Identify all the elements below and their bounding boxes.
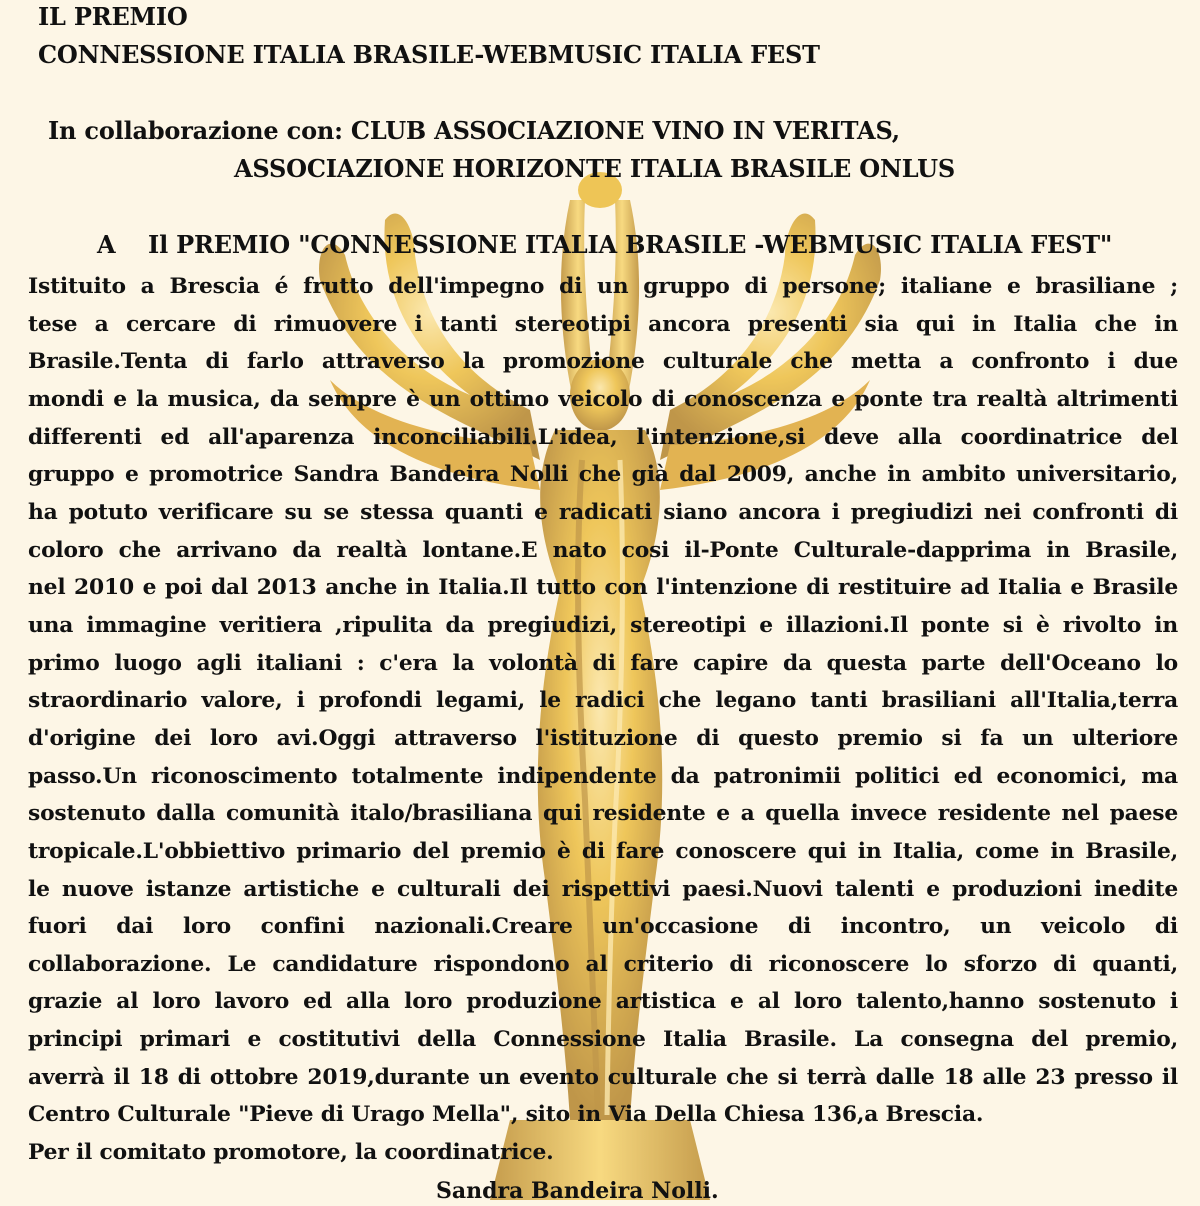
award-subtitle: CONNESSIONE ITALIA BRASILE-WEBMUSIC ITALIA FEST [38,40,820,69]
body-line: coloro che arrivano da realtà lontane.E nato cosi il-Ponte Culturale-dapprima in Brasile, [28,537,1178,563]
body-line: Brasile.Tenta di farlo attraverso la promozione culturale che metta a confronto i due [28,349,1178,375]
body-line: principi primari e costitutivi della Connessione Italia Brasile. La consegna del premio, [28,1027,1178,1053]
body-line: passo.Un riconoscimento totalmente indipendente da patronimii politici ed economici, ma [28,763,1178,789]
body-line: ha potuto verificare su se stessa quanti e radicati siano ancora i pregiudizi nei confronti di [28,499,1178,525]
intro-heading: A Il PREMIO "CONNESSIONE ITALIA BRASILE -WEBMUSIC ITALIA FEST" [97,230,1113,259]
body-line: Centro Culturale "Pieve di Urago Mella", sito in Via Della Chiesa 136,a Brescia. [28,1102,984,1128]
body-line: d'origine dei loro avi.Oggi attraverso l'istituzione di questo premio si fa un ulteriore [28,725,1178,751]
body-line: primo luogo agli italiani : c'era la volontà di fare capire da questa parte dell'Oceano lo [28,650,1178,676]
body-line: tropicale.L'obbiettivo primario del premio è di fare conoscere qui in Italia, come in Brasile, [28,838,1178,864]
body-line: nel 2010 e poi dal 2013 anche in Italia.Il tutto con l'intenzione di restituire ad Italia e Brasile [28,575,1178,601]
closing-line: Per il comitato promotore, la coordinatrice. [28,1140,554,1166]
body-line: differenti ed all'aparenza inconciliabili.L'idea, l'intenzione,si deve alla coordinatrice del [28,424,1178,450]
body-line: mondi e la musica, da sempre è un ottimo veicolo di conoscenza e ponte tra realtà altrimenti [28,386,1178,412]
body-line: fuori dai loro confini nazionali.Creare un'occasione di incontro, un veicolo di [28,914,1178,940]
body-line: gruppo e promotrice Sandra Bandeira Nolli che già dal 2009, anche in ambito universitario, [28,462,1178,488]
award-title: IL PREMIO [38,2,188,31]
body-line: averrà il 18 di ottobre 2019,durante un evento culturale che si terrà dalle 18 alle 23 presso il [28,1064,1178,1090]
body-line: straordinario valore, i profondi legami, le radici che legano tanti brasiliani all'Italia,terra [28,688,1178,714]
collaboration-line-2: ASSOCIAZIONE HORIZONTE ITALIA BRASILE ONLUS [234,154,955,183]
collaboration-line-1: In collaborazione con: CLUB ASSOCIAZIONE VINO IN VERITAS, [48,116,900,145]
signature: Sandra Bandeira Nolli. [436,1178,719,1204]
body-line: le nuove istanze artistiche e culturali dei rispettivi paesi.Nuovi talenti e produzioni inedite [28,876,1178,902]
body-line: sostenuto dalla comunità italo/brasiliana qui residente e a quella invece residente nel paese [28,801,1178,827]
body-line: tese a cercare di rimuovere i tanti stereotipi ancora presenti sia qui in Italia che in [28,311,1178,337]
body-paragraph [28,268,1178,1172]
body-line: grazie al loro lavoro ed alla loro produzione artistica e al loro talento,hanno sostenuto i [28,989,1178,1015]
body-line: collaborazione. Le candidature rispondono al criterio di riconoscere lo sforzo di quanti, [28,951,1178,977]
body-line: Istituito a Brescia é frutto dell'impegno di un gruppo di persone; italiane e brasiliane ; [28,274,1178,299]
body-line: una immagine veritiera ,ripulita da pregiudizi, stereotipi e illazioni.Il ponte si è rivolto in [28,612,1178,638]
